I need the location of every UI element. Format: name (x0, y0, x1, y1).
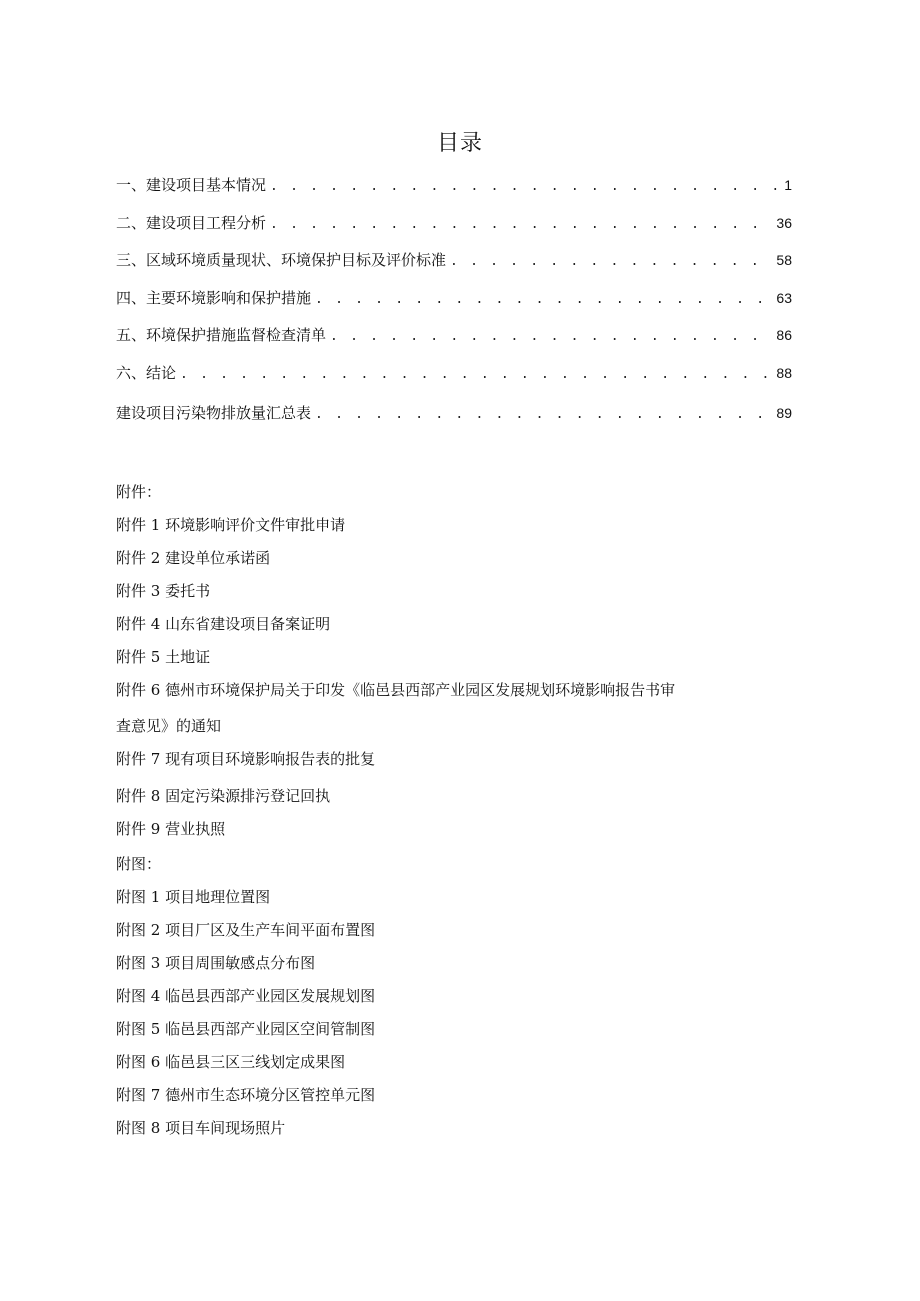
figure-item: 附图 3 项目周围敏感点分布图 (116, 954, 316, 972)
figure-item: 附图 1 项目地理位置图 (116, 888, 271, 906)
attachments-heading: 附件： (116, 483, 162, 501)
attachment-item: 附件 2 建设单位承诺函 (116, 549, 271, 567)
attachment-item: 附件 8 固定污染源排污登记回执 (116, 787, 331, 805)
toc-page-number: 1 (784, 177, 792, 193)
toc-entry-label: 五、环境保护措施监督检查清单 (116, 326, 327, 344)
attachment-item: 附件 9 营业执照 (116, 820, 226, 838)
toc-page-number: 89 (776, 405, 792, 421)
figures-list (116, 853, 756, 1150)
toc-entry-label: 建设项目污染物排放量汇总表 (116, 404, 312, 422)
figure-item: 附图 6 临邑县三区三线划定成果图 (116, 1053, 346, 1071)
toc-entry[interactable] (116, 362, 792, 400)
attachment-item: 附件 6 德州市环境保护局关于印发《临邑县西部产业园区发展规划环境影响报告书审 (116, 681, 676, 699)
toc-leader-dots (330, 329, 772, 344)
toc-entry[interactable] (116, 249, 792, 287)
toc-entry-label: 二、建设项目工程分析 (116, 213, 267, 232)
toc-page-number: 88 (776, 364, 792, 381)
toc-leader-dots (270, 179, 780, 194)
figure-item: 附图 7 德州市生态环境分区管控单元图 (116, 1086, 376, 1104)
toc-entry-label: 四、主要环境影响和保护措施 (116, 288, 312, 307)
toc-entry-label: 六、结论 (116, 363, 177, 382)
toc-page-number: 63 (776, 289, 792, 306)
toc-leader-dots (315, 292, 772, 307)
toc-entry[interactable] (116, 324, 792, 362)
figure-item: 附图 5 临邑县西部产业园区空间管制图 (116, 1020, 376, 1038)
attachment-item-continuation: 查意见》的通知 (116, 717, 222, 735)
toc-entry[interactable] (116, 402, 792, 440)
attachments-list (116, 481, 756, 851)
toc-page-number: 86 (776, 327, 792, 343)
figures-heading: 附图： (116, 855, 162, 873)
toc-page-number: 36 (776, 214, 792, 231)
toc-entry-label: 一、建设项目基本情况 (116, 176, 267, 194)
toc-entry[interactable] (116, 174, 792, 212)
figure-item: 附图 4 临邑县西部产业园区发展规划图 (116, 987, 376, 1005)
attachment-item: 附件 4 山东省建设项目备案证明 (116, 615, 331, 633)
toc-leader-dots (180, 367, 772, 382)
attachment-item: 附件 1 环境影响评价文件审批申请 (116, 516, 346, 534)
table-of-contents (116, 174, 792, 440)
toc-page-number: 58 (776, 252, 792, 268)
toc-entry[interactable] (116, 212, 792, 250)
toc-entry[interactable] (116, 287, 792, 325)
figure-item: 附图 2 项目厂区及生产车间平面布置图 (116, 921, 376, 939)
figure-item: 附图 8 项目车间现场照片 (116, 1119, 286, 1137)
page-title: 目录 (436, 131, 483, 156)
toc-leader-dots (315, 407, 772, 422)
attachment-item: 附件 7 现有项目环境影响报告表的批复 (116, 750, 376, 768)
toc-leader-dots (450, 254, 772, 269)
attachment-item: 附件 5 土地证 (116, 648, 211, 666)
toc-entry-label: 三、区域环境质量现状、环境保护目标及评价标准 (116, 251, 447, 269)
toc-leader-dots (270, 217, 772, 232)
attachment-item: 附件 3 委托书 (116, 582, 211, 600)
